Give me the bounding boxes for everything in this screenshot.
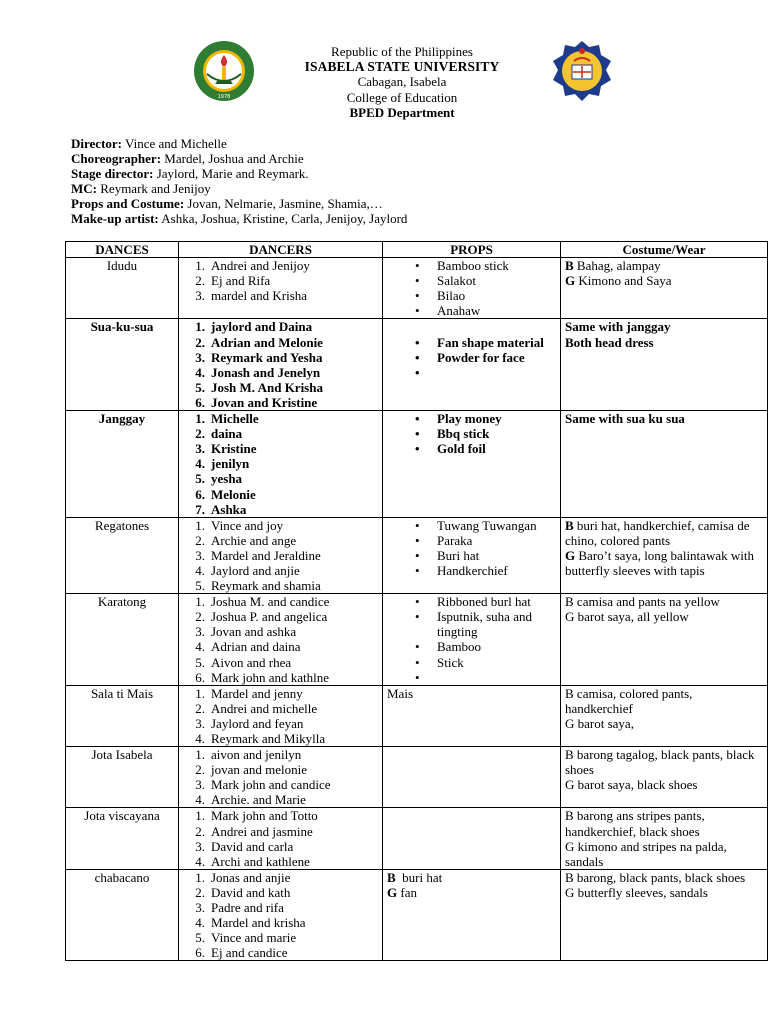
dancers-cell (179, 747, 383, 808)
costume-line (565, 716, 763, 731)
prop-item: • Fan shape material (437, 335, 556, 350)
dancer-pair: Adrian and Melonie (211, 334, 323, 350)
props-cell (383, 411, 561, 518)
crew-role-value: Jaylord, Marie and Reymark. (156, 166, 309, 182)
dancer-pair: Reymark and Yesha (211, 349, 323, 365)
crew-row (71, 151, 711, 166)
table-row (66, 594, 768, 686)
dancer-pair: Andrei and michelle (211, 700, 318, 716)
crew-row (71, 196, 711, 211)
crew-role-label: MC: (71, 181, 97, 197)
spacer (437, 319, 556, 334)
dancer-pair: Josh M. And Krisha (211, 379, 323, 395)
crew-role-value: Mardel, Joshua and Archie (164, 151, 304, 167)
costume-cell (561, 411, 768, 518)
crew-row (71, 136, 711, 151)
prop-item: • Tuwang Tuwangan (437, 518, 556, 533)
costume-line (565, 273, 763, 288)
costume-cell (561, 517, 768, 593)
crew-role-label: Director: (71, 136, 123, 151)
props-cell (383, 517, 561, 593)
column-header-costume: Costume/Wear (561, 242, 768, 258)
costume-text: G barot saya, all yellow (565, 609, 689, 625)
dancer-pair: Joshua M. and candice (211, 594, 330, 610)
crew-role-label: Make-up artist: (71, 211, 159, 227)
costume-line (565, 885, 763, 900)
crew-role-label: Props and Costume: (71, 196, 185, 212)
prop-item: • Bilao (437, 288, 556, 303)
document-header (0, 44, 768, 124)
college-name: College of Education (346, 89, 458, 105)
costume-cell (561, 258, 768, 319)
crew-row (71, 211, 711, 226)
costume-line (565, 686, 763, 716)
dancers-cell (179, 411, 383, 518)
dance-name-cell: Jota viscayana (66, 808, 179, 869)
crew-role-value: Reymark and Jenijoy (100, 181, 211, 197)
college-seal-icon (551, 39, 613, 103)
costume-text: buri hat, handkerchief, camisa de chino, colored pants (565, 517, 750, 548)
costume-group-prefix: B (565, 258, 574, 274)
dancer-pair: Michelle (211, 411, 259, 427)
dance-name-cell: Sua-ku-sua (66, 319, 179, 411)
costume-group-prefix: G (565, 547, 576, 563)
dancer-pair: Adrian and daina (211, 639, 301, 655)
dancer-pair: Ej and candice (211, 945, 288, 961)
costume-text: Baro’t saya, long balintawak with butterfly sleeves with tapis (565, 547, 754, 578)
prop-item: • Stick (437, 655, 556, 670)
costume-line (565, 258, 763, 273)
costume-text: G barot saya, black shoes (565, 777, 698, 793)
table-row (66, 869, 768, 961)
costume-cell (561, 869, 768, 961)
dancer-pair: Padre and rifa (211, 900, 284, 916)
dancer-pair: jovan and melonie (211, 762, 308, 778)
department-name: BPED Department (349, 104, 455, 120)
dance-name-cell: Sala ti Mais (66, 685, 179, 746)
dancer-pair: Jonash and Jenelyn (211, 364, 321, 380)
costume-text: Kimono and Saya (575, 273, 672, 289)
costume-text: B camisa and pants na yellow (565, 594, 720, 610)
props-cell (383, 869, 561, 961)
prop-item: • Isputnik, suha and tingting (437, 609, 556, 639)
prop-item: • Bamboo (437, 639, 556, 654)
table-row (66, 258, 768, 319)
costume-text: Same with sua ku sua (565, 411, 685, 427)
dancer-pair: Melonie (211, 486, 256, 502)
dancer-pair: yesha (211, 471, 243, 487)
dancer-pair: daina (211, 426, 243, 442)
crew-role-label: Stage director: (71, 166, 154, 182)
costume-group-prefix: G (565, 273, 576, 289)
dancer-pair: Aivon and rhea (211, 654, 292, 670)
dance-name-cell: Regatones (66, 517, 179, 593)
header-text (232, 44, 572, 120)
dancer-pair: jenilyn (211, 456, 250, 472)
prop-item: • Paraka (437, 533, 556, 548)
costume-line (565, 808, 763, 838)
dancer-pair: Mardel and krisha (211, 915, 306, 931)
dancer-pair: Ej and Rifa (211, 273, 271, 289)
dance-name-cell: Idudu (66, 258, 179, 319)
costume-line (565, 870, 763, 885)
dancer-pair: Mardel and Jeraldine (211, 547, 321, 563)
dancers-cell (179, 517, 383, 593)
dancer-pair: Jovan and ashka (211, 624, 297, 640)
prop-item: • Handkerchief (437, 563, 556, 578)
costume-text: Bahag, alampay (573, 258, 661, 274)
dancer-pair: jaylord and Daina (211, 319, 313, 335)
costume-cell (561, 747, 768, 808)
prop-item: • Salakot (437, 273, 556, 288)
table-row (66, 411, 768, 518)
dancers-cell (179, 258, 383, 319)
costume-cell (561, 808, 768, 869)
dance-name-cell: chabacano (66, 869, 179, 961)
dancer-pair: Kristine (211, 441, 257, 457)
prop-group-prefix: G (387, 884, 398, 900)
dancer-pair: Reymark and shamia (211, 578, 321, 594)
column-header-dancers: DANCERS (179, 242, 383, 258)
dancer-pair: aivon and jenilyn (211, 747, 302, 763)
costume-group-prefix: B (565, 517, 574, 533)
column-header-dances: DANCES (66, 242, 179, 258)
dancer-pair: Jonas and anjie (211, 869, 291, 885)
props-cell (383, 747, 561, 808)
prop-text: fan (397, 884, 417, 900)
dancer-pair: Vince and joy (211, 517, 284, 533)
republic-line: Republic of the Philippines (331, 44, 473, 59)
dancers-cell (179, 319, 383, 411)
dancer-pair: Mark john and candice (211, 777, 331, 793)
prop-item: • Anahaw (437, 303, 556, 318)
crew-role-value: Jovan, Nelmarie, Jasmine, Shamia,… (187, 196, 383, 212)
prop-item (387, 885, 556, 900)
prop-item (437, 365, 556, 380)
dancer-pair: Jaylord and anjie (211, 562, 300, 578)
costume-line (565, 839, 763, 869)
dancer-pair: David and kath (211, 884, 291, 900)
costume-line (565, 747, 763, 777)
props-cell (383, 319, 561, 411)
costume-line (565, 777, 763, 792)
props-cell (383, 258, 561, 319)
costume-line (565, 594, 763, 609)
costume-line (565, 411, 763, 426)
crew-credits (71, 136, 711, 227)
prop-item: Mais (387, 685, 413, 701)
dancers-cell (179, 594, 383, 686)
costume-text: G butterfly sleeves, sandals (565, 884, 708, 900)
crew-role-value: Ashka, Joshua, Kristine, Carla, Jenijoy, Jaylord (161, 211, 408, 227)
prop-item: • Play money (437, 411, 556, 426)
costume-cell (561, 685, 768, 746)
costume-line (565, 609, 763, 624)
prop-item: • Buri hat (437, 548, 556, 563)
dancers-cell (179, 685, 383, 746)
dancer-pair: Jaylord and feyan (211, 715, 304, 731)
costume-text: G barot saya, (565, 715, 634, 731)
dancer-pair: David and carla (211, 838, 294, 854)
props-cell (383, 685, 561, 746)
crew-row (71, 166, 711, 181)
university-name: ISABELA STATE UNIVERSITY (304, 59, 500, 75)
university-location: Cabagan, Isabela (357, 74, 447, 90)
dancer-pair: mardel and Krisha (211, 288, 308, 304)
dance-name-cell: Karatong (66, 594, 179, 686)
costume-text: G kimono and stripes na palda, sandals (565, 838, 727, 869)
table-row (66, 319, 768, 411)
prop-item (437, 670, 556, 685)
costume-text: Same with janggay (565, 319, 671, 335)
costume-cell (561, 594, 768, 686)
prop-group-prefix: B (387, 869, 396, 885)
dancer-pair: Joshua P. and angelica (211, 609, 328, 625)
dancer-pair: Archie. and Marie (211, 792, 306, 808)
costume-line (565, 335, 763, 350)
dancer-pair: Reymark and Mikylla (211, 731, 326, 746)
prop-item: • Gold foil (437, 441, 556, 456)
dancer-pair: Andrei and jasmine (211, 823, 313, 839)
dancer-pair: Mark john and Totto (211, 808, 318, 824)
logo-year: 1978 (217, 94, 231, 100)
table-row (66, 747, 768, 808)
dancer-pair: Archie and ange (211, 532, 297, 548)
prop-text: buri hat (395, 869, 443, 885)
costume-line (565, 548, 763, 578)
crew-row (71, 181, 711, 196)
column-header-props: PROPS (383, 242, 561, 258)
dancer-pair: Ashka (211, 501, 247, 517)
costume-text: B barong tagalog, black pants, black shoes (565, 747, 755, 778)
dancer-pair: Andrei and Jenijoy (211, 258, 310, 274)
props-cell (383, 594, 561, 686)
crew-role-value: Vince and Michelle (125, 136, 227, 151)
costume-line (565, 319, 763, 334)
costume-text: B camisa, colored pants, handkerchief (565, 685, 693, 716)
table-row (66, 685, 768, 746)
costume-text: B barong, black pants, black shoes (565, 869, 746, 885)
dancer-pair: Vince and marie (211, 930, 297, 946)
dance-name-cell: Janggay (66, 411, 179, 518)
table-row (66, 808, 768, 869)
dancers-cell (179, 808, 383, 869)
dancer-pair: Archi and kathlene (211, 853, 310, 869)
table-header-row (66, 242, 768, 258)
costume-cell (561, 319, 768, 411)
costume-line (565, 518, 763, 548)
dance-name-cell: Jota Isabela (66, 747, 179, 808)
crew-role-label: Choreographer: (71, 151, 162, 167)
prop-item: • Ribboned burl hat (437, 594, 556, 609)
prop-item: • Powder for face (437, 350, 556, 365)
dances-table (65, 241, 768, 961)
table-row (66, 517, 768, 593)
props-cell (383, 808, 561, 869)
dancer-pair: Mardel and jenny (211, 685, 303, 701)
costume-text: Both head dress (565, 334, 654, 350)
dancer-pair: Jovan and Kristine (211, 394, 318, 410)
dancers-cell (179, 869, 383, 961)
costume-text: B barong ans stripes pants, handkerchief, black shoes (565, 808, 705, 839)
prop-item: • Bbq stick (437, 426, 556, 441)
prop-item (387, 870, 556, 885)
dancer-pair: Mark john and kathlne (211, 669, 330, 685)
prop-item: • Bamboo stick (437, 258, 556, 273)
